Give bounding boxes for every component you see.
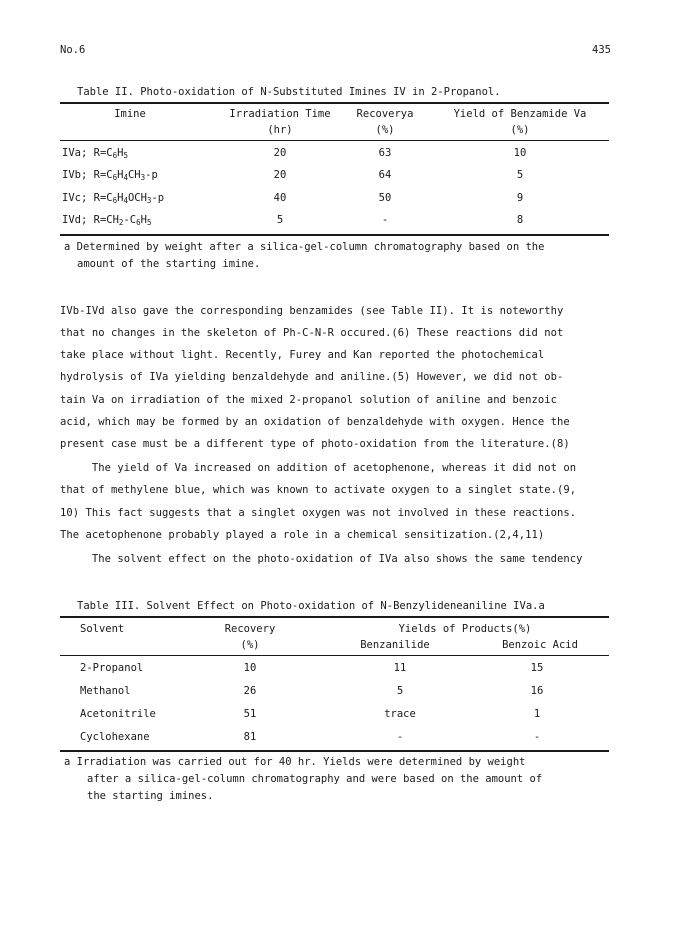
table2-imine-cell: IVb; $R=C_6H_4CH_3-p$ <box>62 169 158 182</box>
table2-recovery-cell: 50 <box>378 192 392 204</box>
table3-header-benzanilide: Benzanilide <box>360 639 430 651</box>
body-line: hydrolysis of IVa yielding benzaldehyde and aniline.(5) However, we did not ob- <box>60 371 564 383</box>
table2-yield-cell: 5 <box>516 169 524 181</box>
table3-benzanilide-cell: 5 <box>396 685 404 697</box>
table3-bottom-rule <box>60 750 609 752</box>
table3-caption: Table III. Solvent Effect on Photo-oxidation of N-Benzylideneaniline IVa.a <box>77 600 545 612</box>
table2-yield-cell: 8 <box>516 214 524 226</box>
table2-footnote: a Determined by weight after a silica-gel-column chromatography based on the <box>64 241 545 253</box>
table3-footnote-cont: the starting imines. <box>87 790 214 802</box>
table3-solvent-cell: 2-Propanol <box>80 662 144 674</box>
table2-header-recovery: Recoverya <box>356 108 414 120</box>
table3-benzoic-acid-cell: - <box>533 731 541 743</box>
table3-solvent-cell: Acetonitrile <box>80 708 156 720</box>
body-line: The solvent effect on the photo-oxidation of IVa also shows the same tendency <box>60 553 583 565</box>
table3-recovery-cell: 26 <box>243 685 257 697</box>
table2-imine-cell: IVd; $R=CH_2-C_6H_5$ <box>62 214 152 227</box>
table2-header-rule <box>60 140 609 141</box>
table2-yield-cell: 10 <box>513 147 527 159</box>
table2-header-recovery-unit: (%) <box>375 124 395 136</box>
body-line: that no changes in the skeleton of Ph-C-N-R occured.(6) These reactions did not <box>60 327 564 339</box>
body-line: take place without light. Recently, Furey and Kan reported the photochemical <box>60 349 545 361</box>
body-line: tain Va on irradiation of the mixed 2-propanol solution of aniline and benzoic <box>60 394 557 406</box>
table2-caption: Table II. Photo-oxidation of N-Substituted Imines IV in 2-Propanol. <box>77 86 501 98</box>
table2-yield-cell: 9 <box>516 192 524 204</box>
table2-footnote-cont: amount of the starting imine. <box>77 258 261 270</box>
table3-benzoic-acid-cell: 15 <box>530 662 544 674</box>
table3-header-yields: Yields of Products(%) <box>398 623 532 635</box>
table2-recovery-cell: 63 <box>378 147 392 159</box>
table3-footnote: a Irradiation was carried out for 40 hr. Yields were determined by weight <box>64 756 526 768</box>
table3-top-rule <box>60 616 609 618</box>
body-line: present case must be a different type of photo-oxidation from the literature.(8) <box>60 438 570 450</box>
table3-header-solvent: Solvent <box>80 623 125 635</box>
body-line: IVb-IVd also gave the corresponding benzamides (see Table II). It is noteworthy <box>60 305 564 317</box>
table2-header-time-unit: (hr) <box>267 124 293 136</box>
table2-bottom-rule <box>60 234 609 236</box>
table3-benzoic-acid-cell: 16 <box>530 685 544 697</box>
table2-time-cell: 5 <box>276 214 284 226</box>
body-line: 10) This fact suggests that a singlet oxygen was not involved in these reactions. <box>60 507 577 519</box>
table3-benzanilide-cell: - <box>396 731 404 743</box>
table3-footnote-cont: after a silica-gel-column chromatography and were based on the amount of <box>87 773 543 785</box>
table2-header-imine: Imine <box>114 108 146 120</box>
table2-top-rule <box>60 102 609 104</box>
table2-imine-cell: IVa; $R=C_6H_5$ <box>62 147 128 160</box>
table2-recovery-cell: - <box>381 214 389 226</box>
table3-solvent-cell: Methanol <box>80 685 131 697</box>
table2-time-cell: 20 <box>273 169 287 181</box>
table2-time-cell: 20 <box>273 147 287 159</box>
body-line: that of methylene blue, which was known to activate oxygen to a singlet state.(9, <box>60 484 577 496</box>
table3-recovery-cell: 81 <box>243 731 257 743</box>
table3-benzoic-acid-cell: 1 <box>533 708 541 720</box>
table3-benzanilide-cell: trace <box>384 708 416 720</box>
table3-recovery-cell: 51 <box>243 708 257 720</box>
table3-header-benzoic-acid: Benzoic Acid <box>502 639 578 651</box>
table3-header-rule <box>60 655 609 656</box>
table3-benzanilide-cell: 11 <box>393 662 407 674</box>
table2-header-yield: Yield of Benzamide Va <box>453 108 587 120</box>
body-line: acid, which may be formed by an oxidation of benzaldehyde with oxygen. Hence the <box>60 416 570 428</box>
journal-issue: No.6 <box>60 44 86 56</box>
table3-header-recovery: Recovery <box>224 623 276 635</box>
table2-header-time: Irradiation Time <box>229 108 331 120</box>
table2-time-cell: 40 <box>273 192 287 204</box>
table2-recovery-cell: 64 <box>378 169 392 181</box>
table3-recovery-cell: 10 <box>243 662 257 674</box>
table2-imine-cell: IVc; $R=C_6H_4OCH_3-p$ <box>62 192 165 205</box>
body-line: The yield of Va increased on addition of acetophenone, whereas it did not on <box>60 462 577 474</box>
table3-solvent-cell: Cyclohexane <box>80 731 150 743</box>
table3-header-recovery-unit: (%) <box>240 639 260 651</box>
page-number: 435 <box>592 44 611 56</box>
body-line: The acetophenone probably played a role in a chemical sensitization.(2,4,11) <box>60 529 545 541</box>
table2-header-yield-unit: (%) <box>510 124 530 136</box>
